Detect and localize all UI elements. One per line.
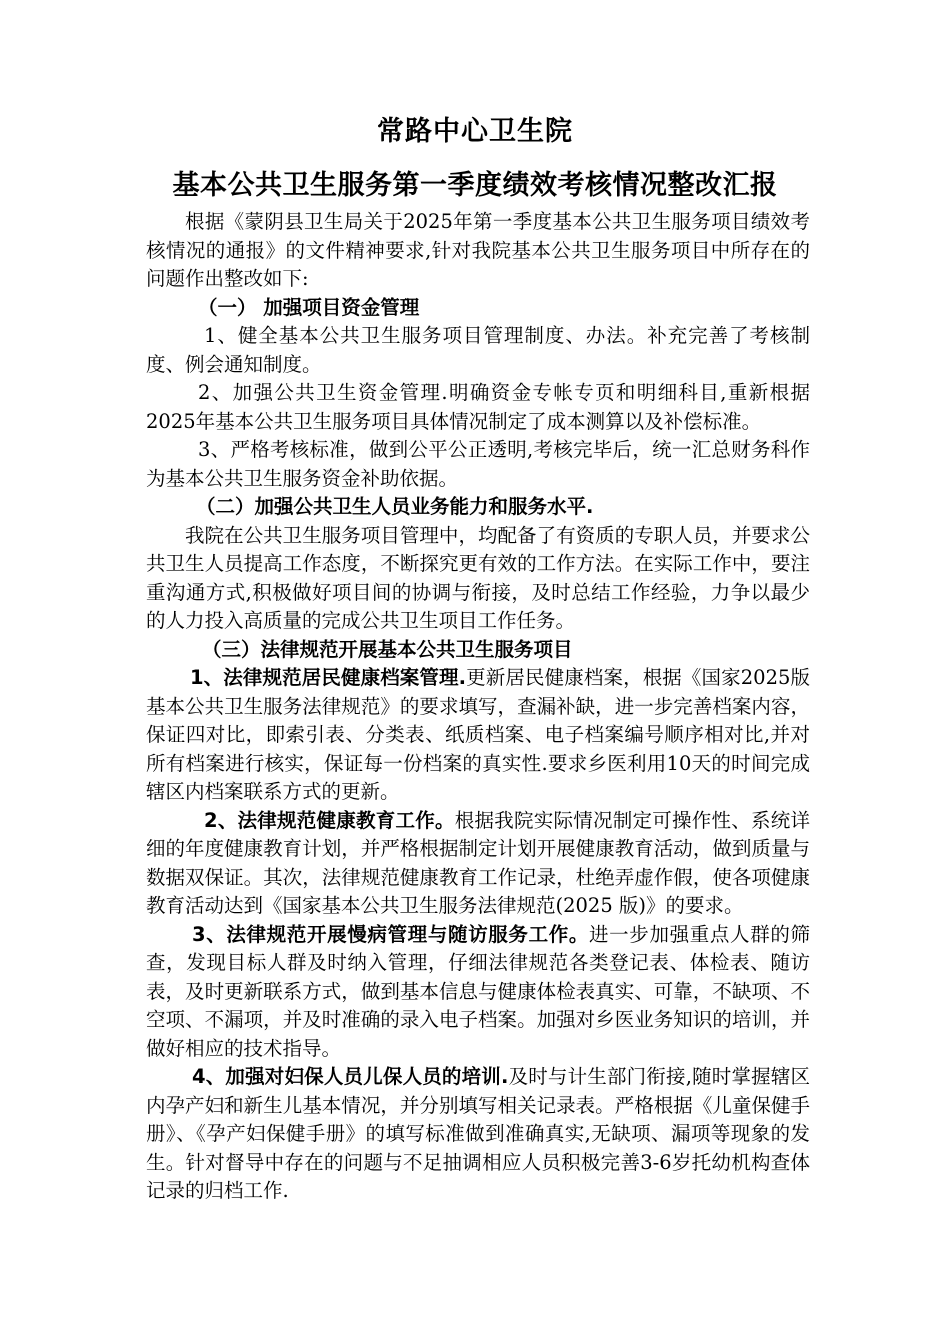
section-2-heading: （二）加强公共卫生人员业务能力和服务水平. (196, 495, 594, 518)
intro-paragraph: 根据《蒙阴县卫生局关于2025年第一季度基本公共卫生服务项目绩效考核情况的通报》的文件精神要求,针对我院基本公共卫生服务项目中所存在的问题作出整改如下: (146, 210, 810, 290)
document-title-organization: 常路中心卫生院 (377, 116, 573, 147)
section-3-heading: （三）法律规范开展基本公共卫生服务项目 (202, 637, 573, 661)
section-3-item-2-lead: 2、法律规范健康教育工作。 (204, 808, 455, 832)
section-3-item-1-text: 更新居民健康档案，根据《国家2025版基本公共卫生服务法律规范》的要求填写，查漏补缺，进一步完善档案内容，保证四对比，即索引表、分类表、纸质档案、电子档案编号顺序相对比,并对所有档案进行核实，保证每一份档案的真实性.要求乡医利用10天的时间完成辖区内档案联系方式的更新。 (146, 666, 810, 803)
section-3-item-3-lead: 3、法律规范开展慢病管理与随访服务工作。 (192, 922, 590, 946)
section-3-item-2-text: 根据我院实际情况制定可操作性、系统详细的年度健康教育计划，并严格根据制定计划开展健康教育活动，做到质量与数据双保证。其次，法律规范健康教育工作记录，杜绝弄虚作假，使各项健康教育活动达到《国家基本公共卫生服务法律规范(2025 版)》的要求。 (146, 808, 810, 917)
section-3-item-2 (146, 807, 810, 921)
section-3-item-1-lead: 1、法律规范居民健康档案管理. (190, 666, 467, 689)
section-3-item-4-text: 及时与计生部门衔接,随时掌握辖区内孕产妇和新生儿基本情况，并分别填写相关记录表。严格根据《儿童保健手册》、《孕产妇保健手册》的填写标准做到准确真实,无缺项、漏项等现象的发生。针对督导中存在的问题与不足抽调相应人员积极完善3-6岁托幼机构查体记录的归档工作. (146, 1065, 810, 1202)
section-3-item-4-lead: 4、加强对妇保人员儿保人员的培训. (192, 1065, 509, 1088)
section-3-item-3-text: 进一步加强重点人群的筛查，发现目标人群及时纳入管理，仔细法律规范各类登记表、体检表、随访表，及时更新联系方式，做到基本信息与健康体检表真实、可靠，不缺项、不空项、不漏项，并及时准确的录入电子档案。加强对乡医业务知识的培训，并做好相应的技术指导。 (146, 922, 810, 1060)
section-3-item-3 (146, 921, 810, 1064)
section-3-item-1 (146, 664, 810, 807)
document-title-report: 基本公共卫生服务第一季度绩效考核情况整改汇报 (172, 170, 778, 201)
section-1-item-3: 3、严格考核标准，做到公平公正透明,考核完毕后，统一汇总财务科作为基本公共卫生服务资金补助依据。 (146, 438, 810, 490)
section-1-item-2: 2、加强公共卫生资金管理.明确资金专帐专页和明细科目,重新根据2025年基本公共卫生服务项目具体情况制定了成本测算以及补偿标准。 (146, 381, 810, 433)
document-body (146, 208, 810, 1206)
section-2-paragraph: 我院在公共卫生服务项目管理中，均配备了有资质的专职人员，并要求公共卫生人员提高工作态度，不断探究更有效的工作方法。在实际工作中，要注重沟通方式,积极做好项目间的协调与衔接，及时总结工作经验，力争以最少的人力投入高质量的完成公共卫生项目工作任务。 (146, 523, 810, 632)
section-3-item-4 (146, 1063, 810, 1206)
section-1-heading: （一） 加强项目资金管理 (198, 295, 420, 319)
section-1-item-1: 1、健全基本公共卫生服务项目管理制度、办法。补充完善了考核制度、例会通知制度。 (146, 324, 810, 376)
